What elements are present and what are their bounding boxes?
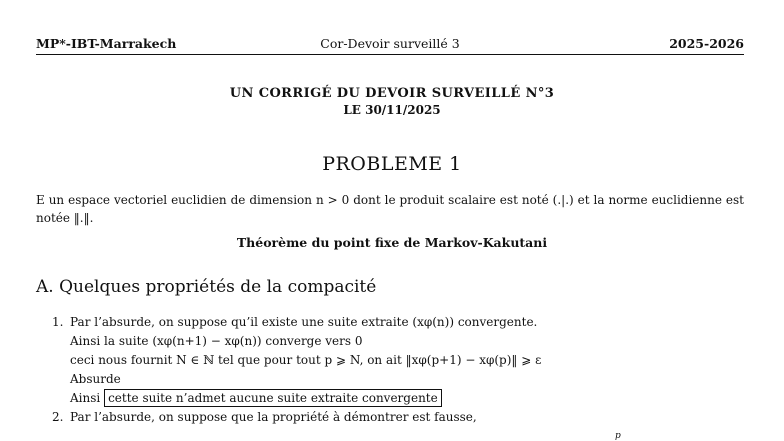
theorem-title: Théorème du point fixe de Markov-Kakutani [236, 235, 548, 250]
item-line: Ainsi la suite (xφ(n+1) − xφ(n)) converge vers 0 [70, 334, 363, 348]
problem-heading: PROBLEME 1 [322, 153, 462, 175]
header-year: 2025-2026 [669, 36, 744, 51]
conclusion-prefix: Ainsi [70, 391, 101, 405]
item-line: Par l’absurde, on suppose qu’il existe une suite extraite (xφ(n)) convergente. [70, 315, 538, 329]
boxed-conclusion: cette suite n’admet aucune suite extraite convergente [104, 389, 442, 407]
document-title: UN CORRIGÉ DU DEVOIR SURVEILLÉ N°3 [229, 86, 555, 101]
item-line: Absurde [70, 372, 121, 386]
page-header [36, 36, 744, 55]
item-number: 2. [52, 410, 64, 424]
stray-mark: p [615, 431, 621, 441]
list-item [52, 313, 748, 408]
document-date: LE 30/11/2025 [343, 103, 441, 117]
item-conclusion [70, 389, 748, 408]
answer-list [52, 313, 748, 427]
header-doc-title: Cor-Devoir surveillé 3 [320, 36, 460, 51]
header-school: MP*-IBT-Marrakech [36, 36, 177, 51]
intro-paragraph: E un espace vectoriel euclidien de dimension n > 0 dont le produit scalaire est noté (.|.) et la norme euclidienne est notée ‖.‖. [36, 193, 744, 225]
item-line: ceci nous fournit N ∈ ℕ tel que pour tout p ⩾ N, on ait ‖xφ(p+1) − xφ(p)‖ ⩾ ε [70, 353, 542, 367]
item-line: Par l’absurde, on suppose que la propriété à démontrer est fausse, [70, 410, 477, 424]
item-number: 1. [52, 315, 64, 329]
list-item [52, 408, 748, 427]
section-heading: A. Quelques propriétés de la compacité [36, 277, 377, 297]
